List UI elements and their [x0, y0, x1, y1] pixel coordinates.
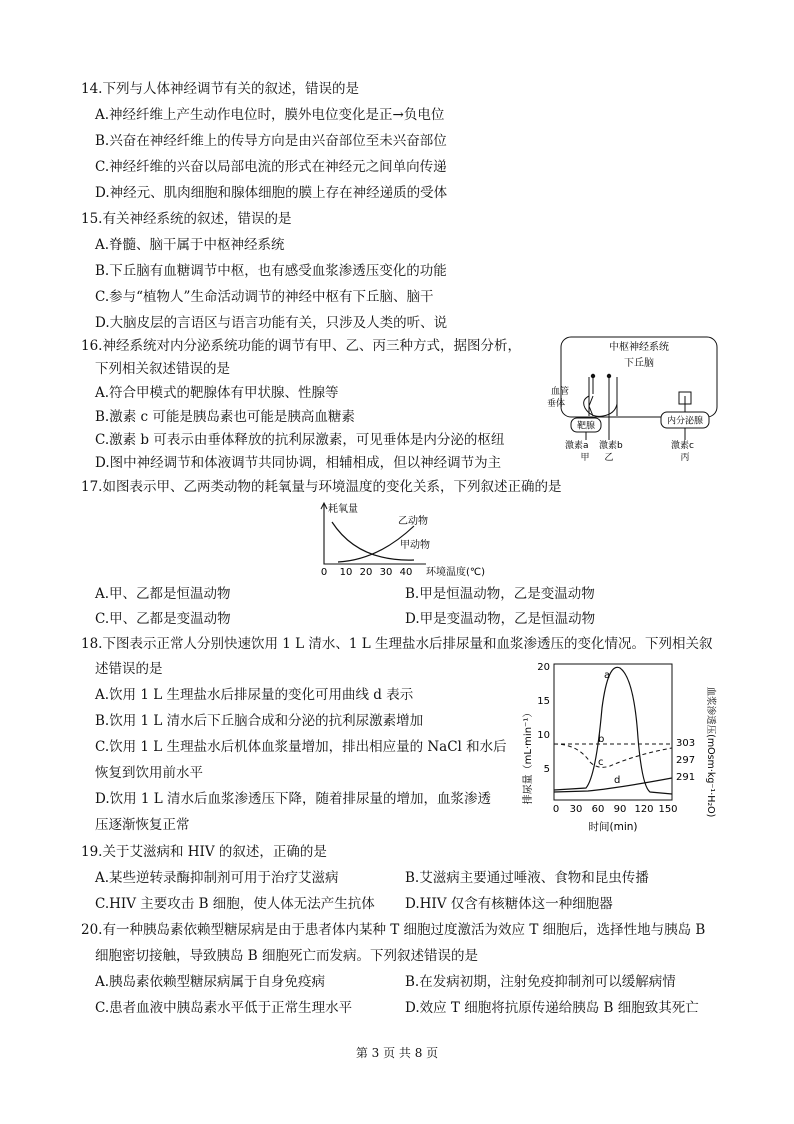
q18-option-a: A.饮用 1 L 生理盐水后排尿量的变化可用曲线 d 表示: [95, 687, 414, 703]
q18-xtick-150: 150: [658, 804, 678, 815]
q20-option-a: A.胰岛素依赖型糖尿病属于自身免疫病: [95, 974, 326, 990]
q16-option-a: A.符合甲模式的靶腺体有甲状腺、性腺等: [95, 385, 339, 401]
q18-y2tick-297: 297: [676, 755, 696, 766]
q18-curve-c-label: c: [598, 757, 604, 768]
q17-x-label: 环境温度(℃): [426, 567, 486, 578]
q18-xtick-120: 120: [634, 804, 654, 815]
q20-option-b: B.在发病初期，注射免疫抑制剂可以缓解病情: [405, 974, 676, 990]
q18-y2-label: 血浆渗透压(mOsm·kg⁻¹·H₂O): [705, 686, 716, 818]
q17-xtick-4: 40: [399, 567, 413, 578]
target-gland-label: 靶腺: [576, 421, 596, 432]
neuron-b-soma: [607, 374, 611, 378]
q18-plot-frame: [554, 664, 672, 800]
q20-option-c: C.患者血液中胰岛素水平低于正常生理水平: [95, 1000, 353, 1016]
hormone-c-label: 激素c: [671, 441, 694, 451]
q19-option-d: D.HIV 仅含有核糖体这一种细胞器: [405, 896, 613, 912]
neuron-a: [589, 376, 593, 416]
q20-stem-line2: 细胞密切接触，导致胰岛 B 细胞死亡而发病。下列叙述错误的是: [95, 948, 479, 964]
q17-option-a: A.甲、乙都是恒温动物: [95, 586, 231, 602]
q17-stem: 17.如图表示甲、乙两类动物的耗氧量与环境温度的变化关系，下列叙述正确的是: [81, 479, 562, 495]
pituitary-label-2: 垂体: [547, 399, 566, 409]
q18-x-label: 时间(min): [588, 821, 638, 833]
q18-xtick-60: 60: [591, 804, 605, 815]
q14-option-a: A.神经纤维上产生动作电位时，膜外电位变化是正→负电位: [95, 107, 445, 123]
mode-yi-label: 乙: [604, 453, 614, 463]
q18-curve-a-label: a: [604, 670, 611, 681]
q18-option-b: B.饮用 1 L 清水后下丘脑合成和分泌的抗利尿激素增加: [95, 713, 424, 729]
q16-stem-line2: 下列相关叙述错误的是: [95, 361, 230, 377]
q18-ytick-15: 15: [537, 696, 550, 707]
q15-option-b: B.下丘脑有血糖调节中枢，也有感受血浆渗透压变化的功能: [95, 263, 447, 279]
q18-curve-d: [554, 778, 672, 792]
q17-xtick-3: 30: [379, 567, 393, 578]
q18-curve-c: [554, 744, 672, 767]
q18-ytick-5: 5: [543, 764, 550, 775]
q16-option-d: D.图中神经调节和体液调节共同协调，相辅相成，但以神经调节为主: [95, 455, 502, 471]
q18-curve-a: [554, 667, 672, 794]
q18-xtick-30: 30: [569, 804, 583, 815]
hormone-a-label: 激素a: [565, 441, 589, 451]
mode-bing-label: 丙: [680, 453, 690, 463]
q18-y2tick-291: 291: [676, 772, 696, 783]
pituitary-shape: [584, 377, 617, 416]
q19-stem: 19.关于艾滋病和 HIV 的叙述，正确的是: [81, 844, 327, 860]
q18-curve-d-label: d: [614, 775, 621, 786]
hormone-b-label: 激素b: [599, 441, 623, 451]
q18-stem-line2: 述错误的是: [95, 661, 163, 677]
neuron-a-soma: [591, 374, 595, 378]
q17-option-d: D.甲是变温动物，乙是恒温动物: [405, 611, 596, 627]
q14-option-d: D.神经元、肌肉细胞和腺体细胞的膜上存在神经递质的受体: [95, 185, 448, 201]
endocrine-gland-label: 内分泌腺: [666, 416, 704, 427]
q18-y2tick-303: 303: [676, 738, 696, 749]
q20-option-d: D.效应 T 细胞将抗原传递给胰岛 B 细胞致其死亡: [405, 1000, 699, 1016]
q17-xtick-2: 20: [359, 567, 373, 578]
q17-y-label: 耗氧量: [328, 504, 358, 515]
q18-ytick-10: 10: [537, 730, 550, 741]
q19-option-b: B.艾滋病主要通过唾液、食物和昆虫传播: [405, 870, 649, 886]
q19-option-c: C.HIV 主要攻击 B 细胞，使人体无法产生抗体: [95, 896, 375, 912]
q15-option-c: C.参与“植物人”生命活动调节的神经中枢有下丘脑、脑干: [95, 289, 434, 305]
q18-option-d-line1: D.饮用 1 L 清水后血浆渗透压下降，随着排尿量的增加，血浆渗透: [95, 791, 492, 807]
q18-ytick-20: 20: [537, 662, 550, 673]
q16-option-b: B.激素 c 可能是胰岛素也可能是胰高血糖素: [95, 409, 355, 425]
q17-chart: [318, 500, 488, 578]
q20-stem-line1: 20.有一种胰岛素依赖型糖尿病是由于患者体内某种 T 细胞过度激活为效应 T 细胞后，选择性地与胰岛 B: [81, 922, 706, 938]
q17-series-yi-label: 乙动物: [398, 516, 428, 527]
page-footer: 第 3 页 共 8 页: [355, 1046, 439, 1060]
q15-option-a: A.脊髓、脑干属于中枢神经系统: [95, 237, 285, 253]
q16-stem-line1: 16.神经系统对内分泌系统功能的调节有甲、乙、丙三种方式，据图分析，: [81, 338, 521, 354]
q14-stem: 14.下列与人体神经调节有关的叙述，错误的是: [81, 81, 359, 97]
q18-option-c-line1: C.饮用 1 L 生理盐水后机体血浆量增加，排出相应量的 NaCl 和水后: [95, 739, 507, 755]
hypothalamus-label: 下丘脑: [624, 358, 654, 369]
mode-jia-label: 甲: [580, 453, 590, 463]
q16-option-c: C.激素 b 可表示由垂体释放的抗利尿激素，可见垂体是内分泌的枢纽: [95, 432, 505, 448]
q14-option-c: C.神经纤维的兴奋以局部电流的形式在神经元之间单向传递: [95, 159, 447, 175]
q18-y-label: 排尿量（mL·min⁻¹）: [523, 707, 534, 805]
q16-diagram: [545, 334, 725, 464]
q17-option-c: C.甲、乙都是变温动物: [95, 611, 231, 627]
cns-label: 中枢神经系统: [609, 342, 669, 353]
q18-xtick-90: 90: [613, 804, 627, 815]
q14-option-b: B.兴奋在神经纤维上的传导方向是由兴奋部位至未兴奋部位: [95, 133, 447, 149]
q18-curve-b-label: b: [598, 734, 605, 745]
pituitary-label-1: 血管: [551, 387, 570, 397]
q19-option-a: A.某些逆转录酶抑制剂可用于治疗艾滋病: [95, 870, 339, 886]
q17-xtick-0: 0: [320, 567, 328, 578]
q18-stem-line1: 18.下图表示正常人分别快速饮用 1 L 清水、1 L 生理盐水后排尿量和血浆渗透压的变化情况。下列相关叙: [81, 636, 713, 652]
q18-option-d-line2: 压逐渐恢复正常: [95, 817, 190, 833]
q18-chart: [518, 658, 718, 836]
q15-stem: 15.有关神经系统的叙述，错误的是: [81, 211, 292, 227]
q18-option-c-line2: 恢复到饮用前水平: [95, 765, 203, 781]
q17-series-jia-label: 甲动物: [400, 540, 430, 551]
q17-xtick-1: 10: [339, 567, 353, 578]
q17-option-b: B.甲是恒温动物，乙是变温动物: [405, 586, 595, 602]
q15-option-d: D.大脑皮层的言语区与语言功能有关，只涉及人类的听、说: [95, 315, 448, 331]
q18-xtick-0: 0: [552, 804, 560, 815]
